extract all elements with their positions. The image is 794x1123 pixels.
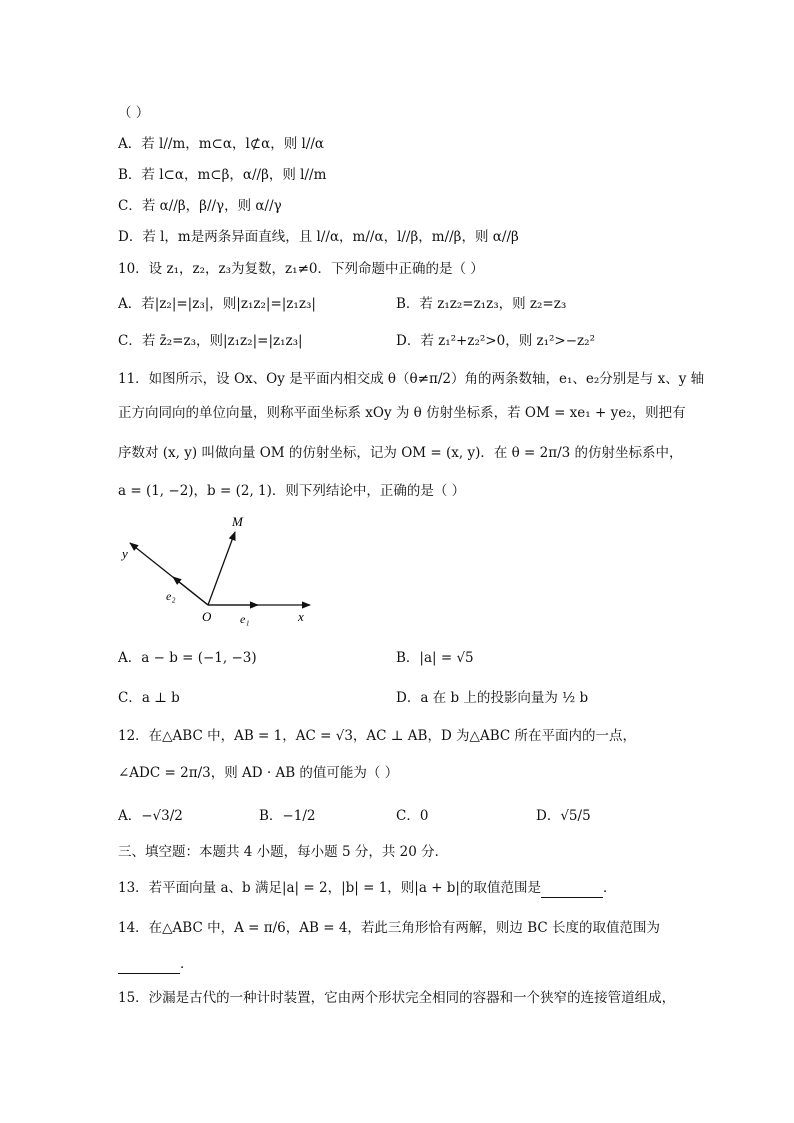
q11-option-d: D．a 在 b 上的投影向量为 ½ b: [396, 690, 589, 706]
q9-option-a: A．若 l//m，m⊂α，l⊄α，则 l//α: [118, 136, 325, 152]
label-e2: e₂: [166, 589, 176, 603]
q13-stem: 13．若平面向量 a、b 满足|a| = 2，|b| = 1，则|a + b|的取值范围是 ．: [118, 880, 617, 896]
q11-option-c: C．a ⊥ b: [118, 690, 180, 706]
label-o: O: [202, 609, 212, 624]
q11-line-4: a = (1, −2)，b = (2, 1)．则下列结论中，正确的是（ ）: [118, 483, 466, 499]
q10-option-d: D．若 z₁²+z₂²>0，则 z₁²>−z₂²: [396, 333, 595, 349]
q10-stem: 10．设 z₁，z₂，z₃为复数，z₁≠0．下列命题中正确的是（ ）: [118, 261, 484, 277]
q11-option-a: A．a − b = (−1, −3): [118, 650, 257, 666]
q13-answer-blank[interactable]: [541, 883, 603, 898]
q13-text: 13．若平面向量 a、b 满足|a| = 2，|b| = 1，则|a + b|的取值范围是: [118, 880, 541, 896]
q12-line-1: 12．在△ABC 中，AB = 1，AC = √3，AC ⊥ AB，D 为△ABC 所在平面内的一点，: [118, 728, 636, 744]
q11-line-2: 正方向同向的单位向量，则称平面坐标系 xOy 为 θ 仿射坐标系，若 OM = xe₁ + ye₂，则把有: [118, 405, 686, 421]
q11-line-3: 序数对 (x, y) 叫做向量 OM 的仿射坐标，记为 OM = (x, y)．在 θ = 2π/3 的仿射坐标系中，: [118, 445, 683, 461]
q14-line-1: 14．在△ABC 中，A = π/6，AB = 4，若此三角形恰有两解，则边 BC 长度的取值范围为: [118, 920, 660, 936]
q12-option-c: C．0: [396, 808, 429, 824]
q9-bracket: （ ）: [118, 105, 150, 121]
label-y: y: [122, 546, 128, 561]
section-3-heading: 三、填空题：本题共 4 小题，每小题 5 分，共 20 分．: [118, 844, 449, 860]
q11-option-b: B．|a| = √5: [396, 650, 474, 666]
q9-option-c: C．若 α//β，β//γ，则 α//γ: [118, 198, 282, 214]
label-x: x: [298, 609, 304, 624]
e2-vector: [173, 577, 208, 605]
label-m: M: [232, 514, 243, 529]
q14-answer-line: ．: [118, 954, 194, 974]
q9-option-b: B．若 l⊂α，m⊂β，α//β，则 l//m: [118, 167, 327, 183]
q9-option-d: D．若 l，m是两条异面直线，且 l//α，m//α，l//β，m//β，则 α//β: [118, 229, 519, 245]
q11-line-1: 11．如图所示，设 Ox、Oy 是平面内相交成 θ（θ≠π/2）角的两条数轴，e₁、e₂分别是与 x、y 轴: [118, 371, 705, 387]
q12-option-a: A．−√3/2: [118, 808, 183, 824]
om-vector: [208, 532, 235, 605]
q12-option-d: D．√5/5: [536, 808, 591, 824]
q12-line-2: ∠ADC = 2π/3，则 AD · AB 的值可能为（ ）: [118, 765, 399, 781]
q12-option-b: B．−1/2: [259, 808, 316, 824]
affine-coordinate-figure: [118, 512, 318, 628]
q10-option-a: A．若|z₂|=|z₃|，则|z₁z₂|=|z₁z₃|: [118, 296, 316, 312]
q15-line-1: 15．沙漏是古代的一种计时装置，它由两个形状完全相同的容器和一个狭窄的连接管道组成，: [118, 990, 676, 1006]
q10-option-b: B．若 z₁z₂=z₁z₃，则 z₂=z₃: [396, 296, 567, 312]
q14-answer-blank[interactable]: [118, 959, 180, 974]
label-e1: e₁: [240, 612, 250, 626]
q10-option-c: C．若 z̄₂=z₃，则|z₁z₂|=|z₁z₃|: [118, 333, 303, 349]
